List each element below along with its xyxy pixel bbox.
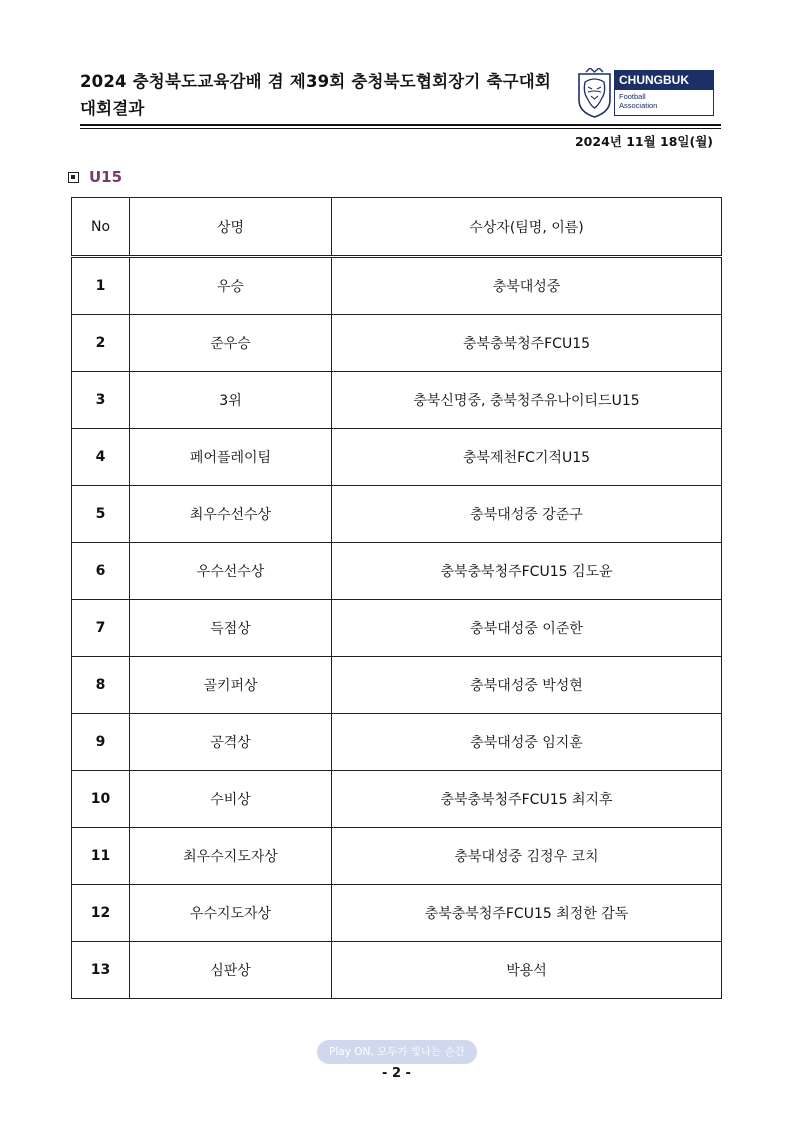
logo-wordmark xyxy=(614,70,714,116)
award-name: 득점상 xyxy=(130,600,332,657)
award-name: 최우수선수상 xyxy=(130,486,332,543)
winner-name: 충북충북청주FCU15 최정한 감독 xyxy=(332,885,722,942)
row-number: 12 xyxy=(72,885,130,942)
winner-name: 충북신명중, 충북청주유나이티드U15 xyxy=(332,372,722,429)
winner-name: 충북충북청주FCU15 최지후 xyxy=(332,771,722,828)
row-number: 3 xyxy=(72,372,130,429)
table-row xyxy=(72,942,722,999)
winner-name: 충북충북청주FCU15 김도윤 xyxy=(332,543,722,600)
table-row xyxy=(72,771,722,828)
row-number: 5 xyxy=(72,486,130,543)
page-number: - 2 - xyxy=(382,1066,411,1081)
award-name: 우승 xyxy=(130,257,332,315)
row-number: 6 xyxy=(72,543,130,600)
logo-sub-line-1: Football xyxy=(619,92,646,101)
table-row xyxy=(72,885,722,942)
header-award: 상명 xyxy=(130,198,332,257)
table-row xyxy=(72,543,722,600)
row-number: 11 xyxy=(72,828,130,885)
logo-sub-line-2: Association xyxy=(619,100,658,110)
table-row xyxy=(72,828,722,885)
winner-name: 충북대성중 박성현 xyxy=(332,657,722,714)
table-row xyxy=(72,486,722,543)
section-heading xyxy=(68,168,122,186)
document-title xyxy=(80,68,570,122)
table-row xyxy=(72,257,722,315)
square-bullet-icon xyxy=(68,172,79,183)
award-name: 공격상 xyxy=(130,714,332,771)
title-line-1: 2024 충청북도교육감배 겸 제39회 충청북도협회장기 축구대회 xyxy=(80,72,552,91)
header-no: No xyxy=(72,198,130,257)
award-name: 우수지도자상 xyxy=(130,885,332,942)
table-row xyxy=(72,315,722,372)
row-number: 10 xyxy=(72,771,130,828)
award-name: 심판상 xyxy=(130,942,332,999)
table-row xyxy=(72,372,722,429)
header-rule-thin xyxy=(80,128,721,129)
winner-name: 충북제천FC기적U15 xyxy=(332,429,722,486)
award-name: 골키퍼상 xyxy=(130,657,332,714)
award-name: 최우수지도자상 xyxy=(130,828,332,885)
award-name: 준우승 xyxy=(130,315,332,372)
winner-name: 충북대성중 김정우 코치 xyxy=(332,828,722,885)
award-name: 우수선수상 xyxy=(130,543,332,600)
award-name: 페어플레이팀 xyxy=(130,429,332,486)
header-rule-thick xyxy=(80,124,721,126)
logo-subtitle xyxy=(615,90,713,110)
row-number: 7 xyxy=(72,600,130,657)
row-number: 4 xyxy=(72,429,130,486)
row-number: 9 xyxy=(72,714,130,771)
winner-name: 충북대성중 임지훈 xyxy=(332,714,722,771)
table-row xyxy=(72,714,722,771)
results-table xyxy=(71,197,722,999)
logo-name: CHUNGBUK xyxy=(615,71,713,90)
table-header-row xyxy=(72,198,722,257)
table-row xyxy=(72,600,722,657)
winner-name: 박용석 xyxy=(332,942,722,999)
row-number: 2 xyxy=(72,315,130,372)
table-row xyxy=(72,429,722,486)
award-name: 수비상 xyxy=(130,771,332,828)
award-name: 3위 xyxy=(130,372,332,429)
tiger-emblem-icon xyxy=(576,68,613,118)
document-date: 2024년 11월 18일(월) xyxy=(574,134,713,149)
title-line-2: 대회결과 xyxy=(80,99,145,118)
row-number: 8 xyxy=(72,657,130,714)
winner-name: 충북대성중 이준한 xyxy=(332,600,722,657)
table-row xyxy=(72,657,722,714)
winner-name: 충북대성중 강준구 xyxy=(332,486,722,543)
section-label: U15 xyxy=(89,168,123,186)
header-winner: 수상자(팀명, 이름) xyxy=(332,198,722,257)
row-number: 13 xyxy=(72,942,130,999)
winner-name: 충북대성중 xyxy=(332,257,722,315)
association-logo xyxy=(576,68,716,118)
footer-slogan: Play ON, 모두가 빛나는 순간 xyxy=(317,1040,477,1064)
row-number: 1 xyxy=(72,257,130,315)
winner-name: 충북충북청주FCU15 xyxy=(332,315,722,372)
